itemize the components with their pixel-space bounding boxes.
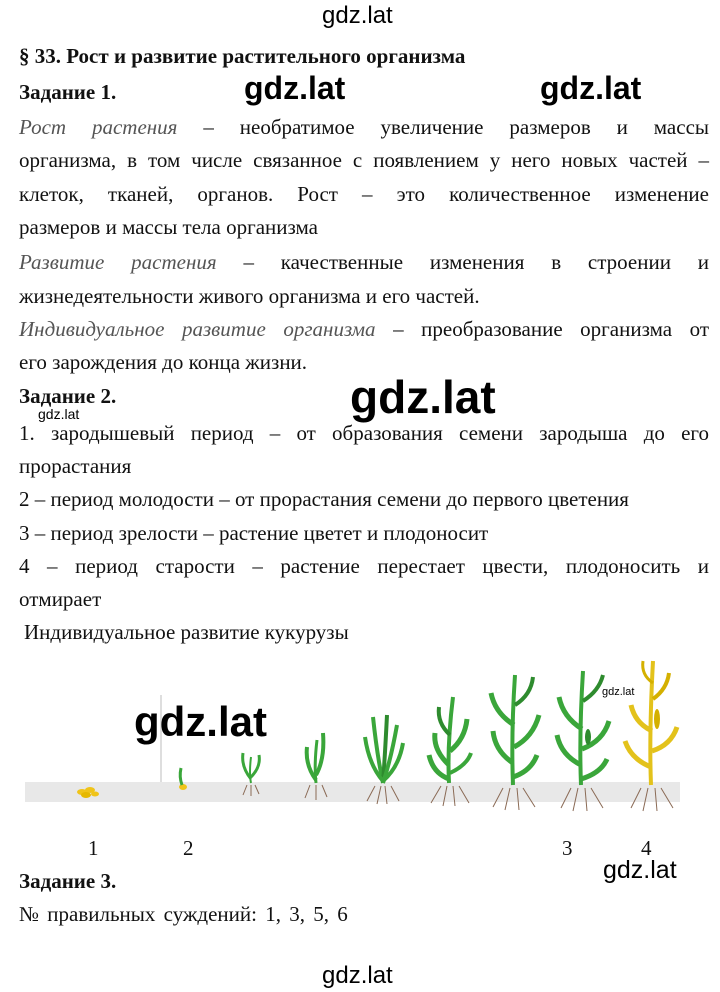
watermark-bottom-right: gdz.lat [603,856,677,884]
task3-heading: Задание 3. [19,869,117,893]
development-line1-rest: – качественные изменения в строении и [243,250,710,274]
young-plant-icon [305,733,327,800]
figure-caption: Индивидуальное развитие кукурузы [24,620,349,644]
watermark-top: gdz.lat [322,2,393,29]
watermark-heading-left: gdz.lat [244,70,346,106]
individual-definition-line1 [19,315,709,343]
watermark-center: gdz.lat [350,371,496,423]
seedling-icon [243,753,260,796]
watermark-footer: gdz.lat [322,962,393,989]
individual-definition-line2: его зарождения до конца жизни. [19,350,308,374]
watermark-figure-big: gdz.lat [134,698,267,745]
growth-definition-line3: клеток, тканей, органов. Рост – это количественное изменение [19,182,709,206]
watermark-heading-right: gdz.lat [540,70,642,106]
watermark-small-left: gdz.lat [38,406,80,422]
period-item-4-line2: отмирает [19,587,102,611]
sprout-icon [179,768,187,790]
period-item-2: 2 – период молодости – от прорастания семени до первого цветения [19,487,629,511]
task1-heading: Задание 1. [19,80,117,104]
growth-term: Рост растения [19,115,178,139]
individual-line1-rest: – преобразование организма от [393,317,710,341]
period-item-3: 3 – период зрелости – растение цветет и плодоносит [19,521,489,545]
growth-definition-line4: размеров и массы тела организма [19,215,318,239]
stage-label-3: 3 [562,836,573,860]
individual-term: Индивидуальное развитие организма [19,317,376,341]
task2-heading: Задание 2. [19,384,117,408]
growth-definition-line1 [19,113,709,141]
section-title: § 33. Рост и развитие растительного организма [19,44,466,68]
development-term: Развитие растения [19,250,217,274]
growth-definition-line2: организма, в том числе связанное с появлением у него новых частей – [19,148,709,172]
period-item-1-line1: 1. зародышевый период – от образования семени зародыша до его [19,421,709,445]
corn-development-figure [25,655,685,815]
stage-label-4: 4 [641,836,652,860]
growth-line1-rest: – необратимое увеличение размеров и массы [203,115,709,139]
stage-label-2: 2 [183,836,194,860]
period-item-4-line1: 4 – период старости – растение перестает цвести, плодоносить и [19,554,709,578]
development-definition-line2: жизнедеятельности живого организма и его частей. [19,284,480,308]
watermark-figure-small: gdz.lat [602,686,635,698]
task3-answer: № правильных суждений: 1, 3, 5, 6 [19,902,348,926]
ground-strip [25,782,680,802]
stage-label-1: 1 [88,836,99,860]
period-item-1-line2: прорастания [19,454,132,478]
development-definition-line1 [19,248,709,276]
